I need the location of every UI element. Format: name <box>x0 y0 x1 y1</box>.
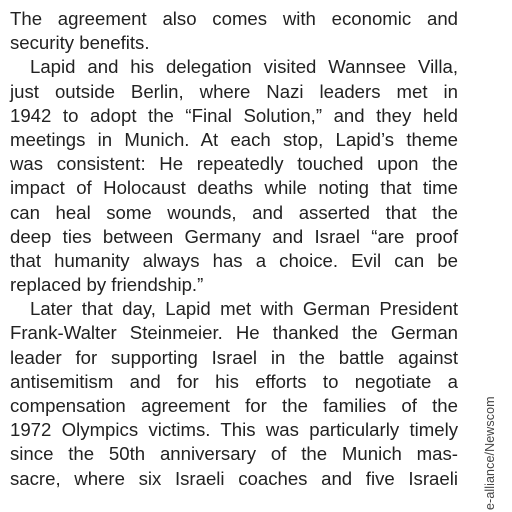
text-line: replaced by friendship.” <box>10 274 204 296</box>
text-line: 1942 to adopt the “Final Solution,” and they held <box>10 104 458 126</box>
text-line: that humanity always has a choice. Evil can be <box>10 249 458 271</box>
text-line: The agreement also comes with economic and <box>10 8 458 29</box>
text-line: just outside Berlin, where Nazi leaders met in <box>10 80 458 102</box>
text-line: antisemitism and for his efforts to negotiate a <box>10 370 458 392</box>
photo-credit <box>480 395 500 510</box>
text-line: Later that day, Lapid met with German President <box>30 298 458 320</box>
text-line: since the 50th anniversary of the Munich mas- <box>10 443 458 465</box>
text-line: Frank-Walter Steinmeier. He thanked the German <box>10 322 458 344</box>
text-line: compensation agreement for the families of the <box>10 395 458 416</box>
text-line: deep ties between Germany and Israel “are proof <box>10 225 458 247</box>
text-line: 1972 Olympics victims. This was particularly timely <box>10 419 458 441</box>
text-line: Lapid and his delegation visited Wannsee Villa, <box>30 56 458 78</box>
article-body <box>10 7 458 491</box>
text-line: was consistent: He repeatedly touched upon the <box>10 153 458 175</box>
text-line: security benefits. <box>10 32 150 54</box>
text-line: can heal some wounds, and asserted that the <box>10 201 458 223</box>
text-line: sacre, where six Israeli coaches and five Israeli <box>10 467 458 489</box>
text-line: meetings in Munich. At each stop, Lapid’s theme <box>10 128 458 150</box>
text-line: impact of Holocaust deaths while noting that time <box>10 177 458 199</box>
photo-credit-text: e-alliance/Newscom <box>483 396 497 510</box>
text-line: leader for supporting Israel in the battle against <box>10 346 458 368</box>
